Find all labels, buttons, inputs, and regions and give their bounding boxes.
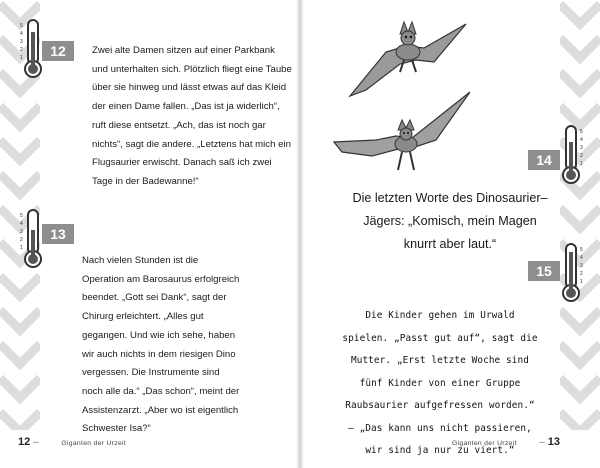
svg-text:3: 3 <box>20 229 23 235</box>
svg-text:2: 2 <box>20 237 23 243</box>
book-title: Giganten der Urzeit <box>452 440 517 447</box>
joke-number-12: 12 <box>42 41 74 61</box>
svg-text:5: 5 <box>580 247 583 253</box>
joke-number-13: 13 <box>42 224 74 244</box>
right-footer <box>452 436 560 452</box>
svg-text:1: 1 <box>20 245 23 251</box>
joke-number-14: 14 <box>528 150 560 170</box>
pterosaur-illustration <box>346 16 470 100</box>
scale-4: 4 <box>20 31 23 37</box>
footer-dash: – <box>539 437 545 448</box>
svg-text:2: 2 <box>580 153 583 159</box>
page-number: 12 <box>18 436 31 448</box>
scale-1: 1 <box>20 55 23 61</box>
joke-14-text: Die letzten Worte des Dinosaurier–Jägers: „Komisch, mein Magen knurrt aber laut.“ <box>352 191 548 251</box>
left-footer <box>18 436 126 452</box>
scale-5: 5 <box>20 23 23 29</box>
svg-text:2: 2 <box>580 271 583 277</box>
joke-15-text: Die Kinder gehen im Urwald spielen. „Passt gut auf“, sagt die Mutter. „Erst letzte Woche sind fünf Kinder von einer Gruppe Raubsaurier aufgefressen worden.“ – „Das kann uns nicht passieren, wir sind ja nur zu viert.“ <box>342 310 538 456</box>
joke-12-text: Zwei alte Damen sitzen auf einer Parkbank und unterhalten sich. Plötzlich fliegt eine Taube über sie hinweg und lässt etwas auf das Kleid der einen Dame fallen. „Das ist ja widerlich“, ruft diese entsetzt. „Ach, das ist noch gar nichts“, sagt die andere. „Letztens hat mich ein Flugsaurier erwischt. Danach saß ich zwei Tage in der Badewanne!“ <box>92 45 292 187</box>
thermometer-icon <box>556 242 600 304</box>
joke-13-text: Nach vielen Stunden ist die Operation am Barosaurus erfolgreich beendet. „Gott sei Dank“, sagt der Chirurg erleichtert. „Alles gut gegangen. Und wie ich sehe, haben wir auch nichts in dem riesigen Dino vergessen. Die Instrumente sind noch alle da.“ „Das schon“, meint der Assistenzarzt. „Aber wo ist eigentlich Schwester Isa?“ <box>82 255 240 435</box>
page-number: 13 <box>547 436 561 448</box>
chevron-border-right <box>560 0 600 430</box>
book-title: Giganten der Urzeit <box>61 440 127 447</box>
svg-text:4: 4 <box>580 255 583 261</box>
scale-3: 3 <box>20 39 23 45</box>
svg-text:3: 3 <box>580 145 583 151</box>
svg-text:5: 5 <box>580 129 583 135</box>
svg-text:3: 3 <box>580 263 583 269</box>
svg-text:4: 4 <box>580 137 583 143</box>
scale-2: 2 <box>20 47 23 53</box>
thermometer-icon <box>556 124 600 186</box>
joke-number-15: 15 <box>528 261 560 281</box>
svg-text:1: 1 <box>580 279 583 285</box>
footer-dash: – <box>33 437 39 448</box>
svg-text:5: 5 <box>20 213 23 219</box>
book-spine <box>296 0 304 468</box>
pterosaur-illustration <box>332 90 472 180</box>
svg-text:4: 4 <box>20 221 23 227</box>
svg-text:1: 1 <box>580 161 583 167</box>
